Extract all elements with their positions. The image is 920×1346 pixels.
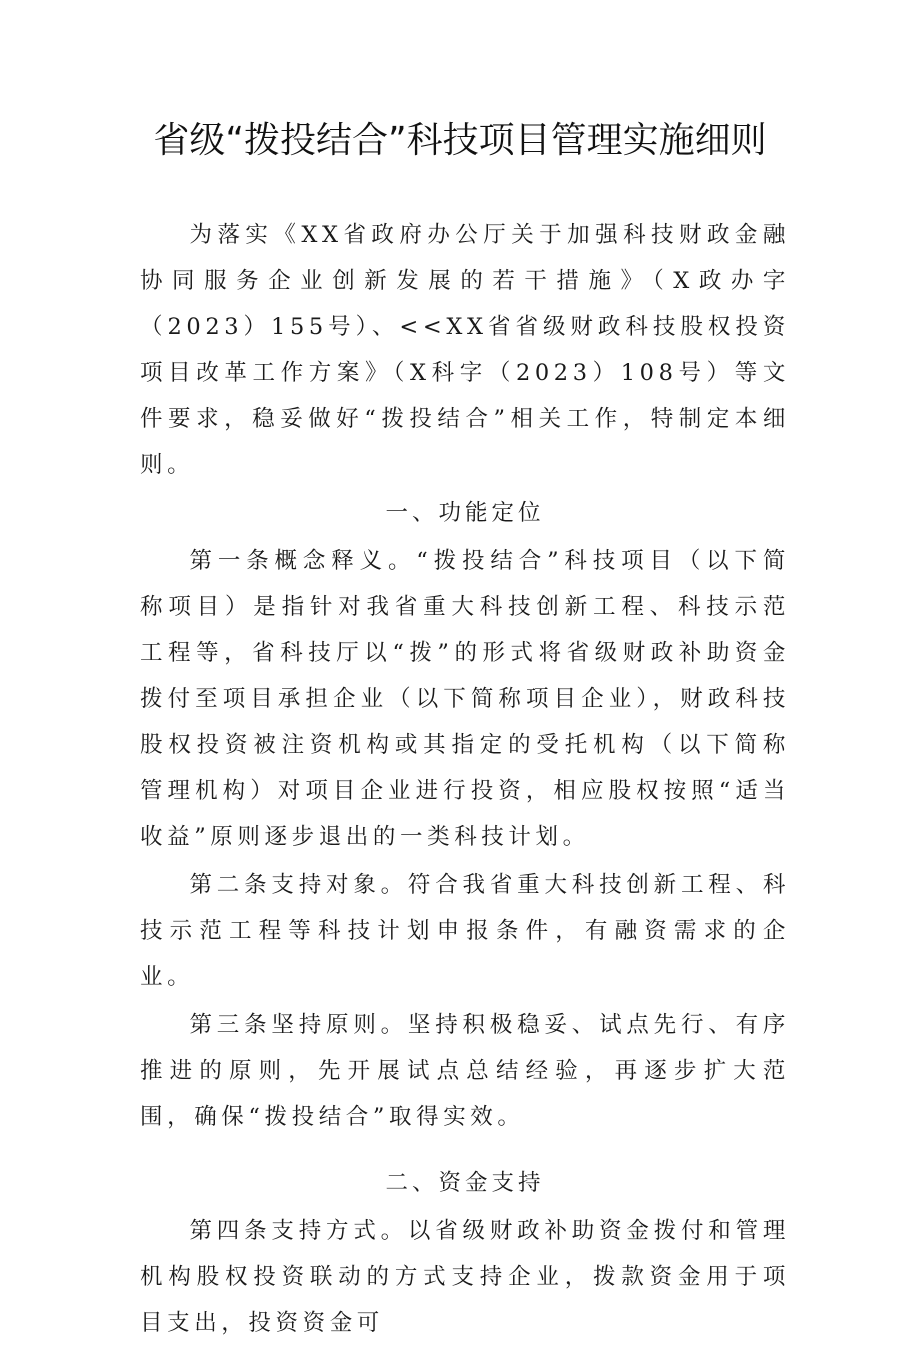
article-3-paragraph: 第三条坚持原则。坚持积极稳妥、试点先行、有序推进的原则，先开展试点总结经验，再逐步扩大范围，确保“拨投结合”取得实效。 xyxy=(140,1012,790,1130)
article-2-paragraph: 第二条支持对象。符合我省重大科技创新工程、科技示范工程等科技计划申报条件，有融资需求的企业。 xyxy=(140,872,790,990)
section-heading-1: 一、功能定位 xyxy=(385,500,545,526)
document-body xyxy=(140,212,790,1346)
document-title: 省级“拨投结合”科技项目管理实施细则 xyxy=(153,120,767,161)
section-heading-2: 二、资金支持 xyxy=(385,1170,545,1196)
intro-paragraph: 为落实《XX省政府办公厅关于加强科技财政金融协同服务企业创新发展的若干措施》（X政办字（2023）155号）、<<XX省省级财政科技股权投资项目改革工作方案》（X科字（2023）108号）等文件要求，稳妥做好“拨投结合”相关工作，特制定本细则。 xyxy=(140,222,790,478)
article-4-paragraph: 第四条支持方式。以省级财政补助资金拨付和管理机构股权投资联动的方式支持企业，拨款资金用于项目支出，投资资金可 xyxy=(140,1218,790,1336)
article-1-paragraph: 第一条概念释义。“拨投结合”科技项目（以下简称项目）是指针对我省重大科技创新工程、科技示范工程等，省科技厅以“拨”的形式将省级财政补助资金拨付至项目承担企业（以下简称项目企业），财政科技股权投资被注资机构或其指定的受托机构（以下简称管理机构）对项目企业进行投资，相应股权按照“适当收益”原则逐步退出的一类科技计划。 xyxy=(140,548,790,850)
